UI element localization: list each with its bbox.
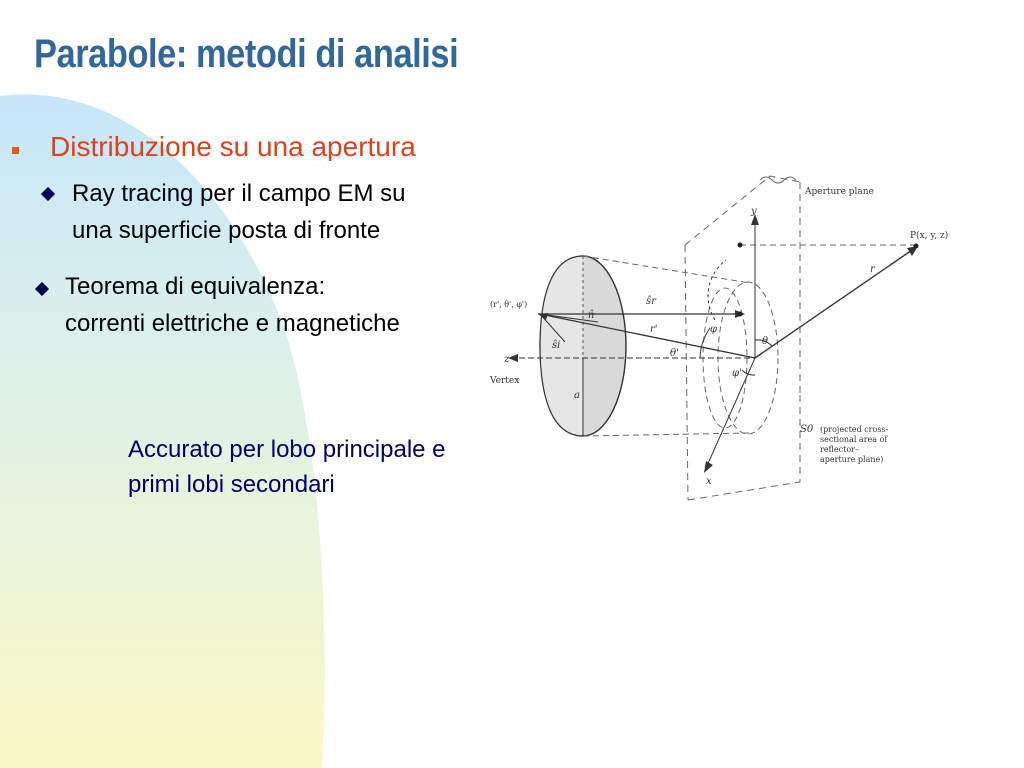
phi-arc: [708, 260, 726, 320]
x-axis-arrow: [704, 461, 713, 473]
phi-prime-label: φ': [732, 368, 742, 379]
z-axis-label: z: [504, 354, 510, 365]
projected-area-line3: reflector–: [820, 445, 859, 454]
projected-area-line4: aperture plane): [820, 455, 884, 464]
note-accuracy-line2: primi lobi secondari: [128, 471, 335, 498]
theta-prime-label: θ': [670, 348, 679, 359]
r-label: r: [870, 264, 875, 275]
projected-area-line1: (projected cross-: [820, 425, 889, 434]
point-p-marker: [914, 244, 919, 249]
vertex-label: Vertex: [490, 376, 520, 386]
y-axis-label: y: [751, 206, 757, 217]
theta-label: θ: [762, 336, 769, 347]
slide-title: Parabole: metodi di analisi: [34, 32, 459, 76]
aperture-point-marker: [738, 243, 743, 248]
x-axis-label: x: [706, 476, 712, 487]
point-p-label: P(x, y, z): [910, 231, 949, 241]
source-point-label: (r', θ', φ'): [490, 300, 528, 309]
theta-prime-arc: [700, 328, 710, 358]
aperture-hit-point: [738, 312, 743, 317]
bullet-distribuzione: Distribuzione su una apertura: [50, 131, 416, 161]
a-label: a: [574, 390, 580, 401]
ray-to-point-p: [755, 248, 915, 358]
r-prime-label: r': [650, 324, 658, 335]
reflected-unit-vector-label: ŝr: [646, 296, 656, 307]
aperture-plane-wavy-edge: [760, 177, 796, 183]
parabolic-reflector-diagram: [470, 170, 980, 515]
sub-bullet-teorema-line2: correnti elettriche e magnetiche: [65, 310, 400, 337]
aperture-plane-outline: [685, 176, 800, 500]
sub-bullet-ray-tracing-line1: Ray tracing per il campo EM su: [72, 180, 406, 207]
sub-bullet-teorema-line1: Teorema di equivalenza:: [65, 273, 326, 300]
projected-area-line2: sectional area of: [820, 435, 888, 444]
normal-vector-label: n̂: [588, 310, 595, 321]
z-axis-arrow: [508, 354, 518, 362]
phi-label: φ: [710, 324, 718, 335]
incident-unit-vector-label: ŝi: [552, 340, 561, 351]
note-accuracy-line1: Accurato per lobo principale e: [128, 436, 446, 463]
s0-label: S0: [800, 424, 814, 435]
bullet-square-marker: [12, 147, 19, 154]
aperture-plane-label: Aperture plane: [805, 187, 874, 197]
sub-bullet-ray-tracing-line2: una superficie posta di fronte: [72, 217, 381, 244]
